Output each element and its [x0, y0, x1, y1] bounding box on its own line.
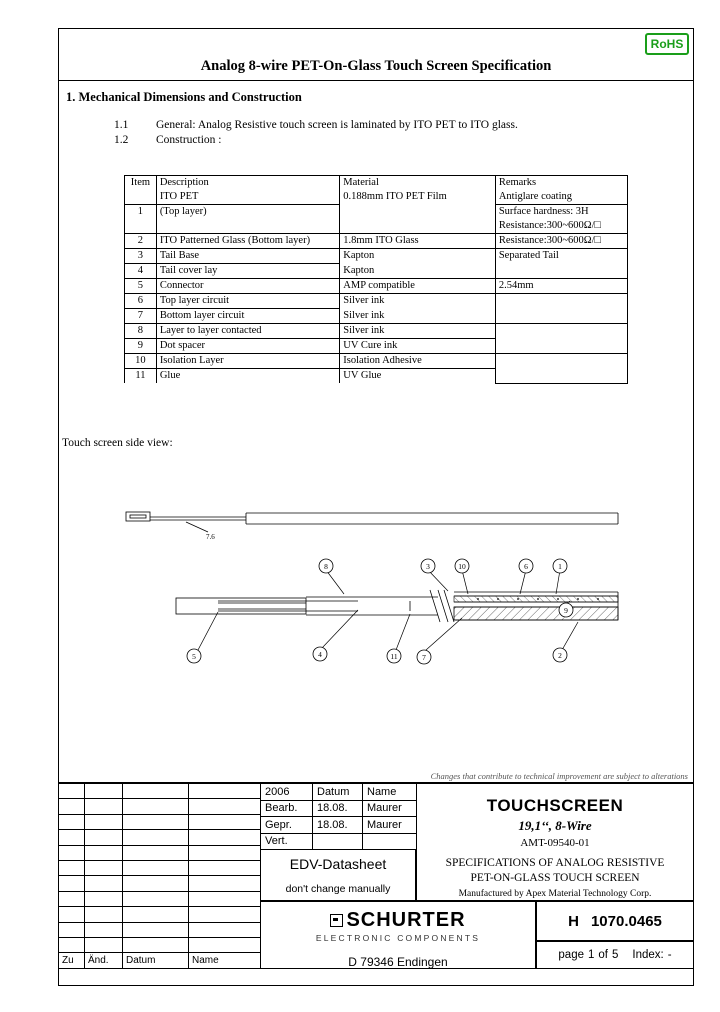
bearb-name: Maurer — [363, 800, 417, 817]
page-number-block — [536, 941, 694, 969]
rev-cell-datum[interactable] — [123, 799, 189, 814]
revision-row — [59, 814, 261, 829]
approval-row-vert — [261, 833, 417, 850]
cell-item: 6 — [125, 294, 157, 309]
header-description: Description — [156, 176, 339, 191]
cell-remarks — [495, 354, 627, 384]
rohs-label: RoHS — [650, 37, 684, 51]
rev-header-and: Änd. — [85, 953, 123, 968]
callout-4 — [313, 647, 327, 661]
cell-item: 11 — [125, 369, 157, 384]
revision-row — [59, 845, 261, 860]
cell-material: Isolation Adhesive — [340, 354, 496, 369]
rev-cell-zu[interactable] — [59, 937, 85, 952]
rev-cell-zu[interactable] — [59, 922, 85, 937]
cell-item — [125, 219, 157, 234]
page-total: 5 — [612, 949, 619, 961]
bearb-label: Bearb. — [261, 800, 313, 817]
cell-description: Bottom layer circuit — [156, 309, 339, 324]
item-1-1-number: 1.1 — [114, 119, 129, 131]
rev-cell-zu[interactable] — [59, 814, 85, 829]
table-row — [125, 190, 628, 205]
svg-text:7: 7 — [422, 653, 426, 662]
gepr-date: 18.08. — [313, 817, 363, 834]
spec-line-2: PET-ON-GLASS TOUCH SCREEN — [470, 872, 640, 884]
rev-cell-datum[interactable] — [123, 907, 189, 922]
rev-cell-and[interactable] — [85, 814, 123, 829]
rev-cell-name[interactable] — [189, 799, 261, 814]
rev-cell-datum[interactable] — [123, 814, 189, 829]
revision-row — [59, 876, 261, 891]
document-number-block — [536, 901, 694, 941]
cell-description: Tail cover lay — [156, 264, 339, 279]
gepr-label: Gepr. — [261, 817, 313, 834]
rev-cell-name[interactable] — [189, 860, 261, 875]
revision-row — [59, 891, 261, 906]
rev-cell-and[interactable] — [85, 860, 123, 875]
rev-cell-zu[interactable] — [59, 907, 85, 922]
datum-header: Datum — [313, 784, 363, 801]
callout-1 — [553, 559, 567, 573]
callout-3 — [421, 559, 435, 573]
page-of: of — [598, 949, 608, 961]
cell-remarks: Resistance:300~600Ω/□ — [495, 234, 627, 249]
svg-text:11: 11 — [390, 652, 398, 661]
cell-material: Kapton — [340, 264, 496, 279]
drawing-svg — [58, 470, 694, 720]
rev-cell-datum[interactable] — [123, 922, 189, 937]
revision-header-row — [59, 953, 261, 968]
rev-cell-name[interactable] — [189, 784, 261, 799]
gepr-name: Maurer — [363, 817, 417, 834]
approval-row-gepr — [261, 817, 417, 834]
header-item: Item — [125, 176, 157, 191]
company-tagline: ELECTRONIC COMPONENTS — [315, 933, 481, 943]
svg-text:2: 2 — [558, 651, 562, 660]
header-remarks: Remarks — [495, 176, 627, 191]
rev-cell-zu[interactable] — [59, 860, 85, 875]
cell-item: 9 — [125, 339, 157, 354]
svg-text:9: 9 — [564, 606, 568, 615]
cell-material: Kapton — [340, 249, 496, 264]
cell-material: UV Cure ink — [340, 339, 496, 354]
cell-item: 7 — [125, 309, 157, 324]
callout-7 — [417, 650, 431, 664]
callout-6 — [519, 559, 533, 573]
rev-cell-name[interactable] — [189, 845, 261, 860]
rev-cell-datum[interactable] — [123, 937, 189, 952]
item-1-2-number: 1.2 — [114, 134, 129, 146]
cell-description: ITO PET — [156, 190, 339, 205]
approval-row-year — [261, 784, 417, 801]
cell-description: Tail Base — [156, 249, 339, 264]
edv-datasheet-block — [260, 849, 416, 901]
cell-item: 8 — [125, 324, 157, 339]
rev-header-name: Name — [189, 953, 261, 968]
doc-number: 1070.0465 — [590, 912, 662, 930]
callout-10 — [455, 559, 469, 573]
revision-row — [59, 784, 261, 799]
manufacturer-note: Manufactured by Apex Material Technology Corp. — [458, 889, 652, 899]
cell-description: Layer to layer contacted — [156, 324, 339, 339]
rev-cell-zu[interactable] — [59, 799, 85, 814]
title-divider — [58, 80, 694, 81]
item-1-1-text: General: Analog Resistive touch screen is laminated by ITO PET to ITO glass. — [156, 119, 518, 131]
vert-label: Vert. — [261, 833, 313, 850]
vert-date — [313, 833, 363, 850]
cell-material: 1.8mm ITO Glass — [340, 234, 496, 249]
schurter-mark-icon — [330, 914, 343, 927]
rev-cell-name[interactable] — [189, 830, 261, 845]
cell-item: 5 — [125, 279, 157, 294]
rev-cell-datum[interactable] — [123, 891, 189, 906]
cell-remarks: 2.54mm — [495, 279, 627, 294]
spec-line-1: SPECIFICATIONS OF ANALOG RESISTIVE — [445, 857, 665, 869]
revision-row — [59, 907, 261, 922]
rev-cell-name[interactable] — [189, 876, 261, 891]
rev-cell-and[interactable] — [85, 907, 123, 922]
header-material: Material — [340, 176, 496, 191]
rev-cell-and[interactable] — [85, 784, 123, 799]
rev-cell-name[interactable] — [189, 814, 261, 829]
approval-row-bearb — [261, 800, 417, 817]
rev-cell-datum[interactable] — [123, 876, 189, 891]
rev-cell-zu[interactable] — [59, 876, 85, 891]
technical-drawing — [58, 470, 694, 720]
doc-letter: H — [568, 912, 579, 930]
construction-table — [124, 175, 628, 384]
rev-cell-datum[interactable] — [123, 830, 189, 845]
svg-text:10: 10 — [458, 562, 466, 571]
rev-cell-and[interactable] — [85, 830, 123, 845]
cell-item: 2 — [125, 234, 157, 249]
cell-material: Silver ink — [340, 309, 496, 324]
svg-text:5: 5 — [192, 652, 196, 661]
rev-cell-and[interactable] — [85, 845, 123, 860]
rev-cell-and[interactable] — [85, 876, 123, 891]
cell-remarks: Antiglare coating — [495, 190, 627, 205]
cell-remarks-3: Resistance:300~600Ω/□ — [495, 219, 627, 234]
cell-description: ITO Patterned Glass (Bottom layer) — [156, 234, 339, 249]
cell-item: 3 — [125, 249, 157, 264]
rev-cell-and[interactable] — [85, 799, 123, 814]
rohs-stamp — [645, 33, 689, 55]
cell-remarks: Separated Tail — [495, 249, 627, 279]
company-block — [260, 901, 536, 969]
callout-11 — [387, 649, 401, 663]
name-header: Name — [363, 784, 417, 801]
product-code: AMT-09540-01 — [520, 837, 590, 849]
vert-name — [363, 833, 417, 850]
page-current: 1 — [588, 949, 595, 961]
rev-cell-zu[interactable] — [59, 891, 85, 906]
cell-material: AMP compatible — [340, 279, 496, 294]
callout-5 — [187, 649, 201, 663]
cell-remarks-2: Surface hardness: 3H — [495, 205, 627, 220]
sideview-label: Touch screen side view: — [62, 437, 173, 449]
table-row — [125, 249, 628, 264]
cell-description-2: (Top layer) — [156, 205, 339, 220]
edv-title: EDV-Datasheet — [289, 856, 387, 872]
changes-note: Changes that contribute to technical improvement are subject to alterations — [430, 771, 688, 781]
product-size: 19,1‘‘, 8-Wire — [518, 818, 592, 833]
title-block — [58, 771, 694, 986]
rev-cell-name[interactable] — [189, 891, 261, 906]
dimension-label: 7.6 — [206, 533, 215, 541]
company-name: SCHURTER — [346, 909, 466, 931]
cell-description: Top layer circuit — [156, 294, 339, 309]
rev-cell-datum[interactable] — [123, 784, 189, 799]
svg-text:8: 8 — [324, 562, 328, 571]
table-row — [125, 234, 628, 249]
page-title: Analog 8-wire PET-On-Glass Touch Screen Specification — [200, 58, 552, 74]
product-name: TOUCHSCREEN — [486, 796, 624, 815]
callout-9 — [559, 603, 573, 617]
rev-header-zu: Zu — [59, 953, 85, 968]
rev-cell-datum[interactable] — [123, 860, 189, 875]
rev-cell-zu[interactable] — [59, 784, 85, 799]
cell-description: Dot spacer — [156, 339, 339, 354]
revision-row — [59, 799, 261, 814]
table-header-row — [125, 176, 628, 191]
cell-description: Glue — [156, 369, 339, 384]
rev-cell-zu[interactable] — [59, 830, 85, 845]
rev-cell-datum[interactable] — [123, 845, 189, 860]
cell-remarks — [495, 294, 627, 324]
company-logo — [261, 909, 535, 932]
callout-8 — [319, 559, 333, 573]
rev-cell-name[interactable] — [189, 907, 261, 922]
table-row — [125, 279, 628, 294]
revision-row — [59, 830, 261, 845]
table-row — [125, 324, 628, 339]
approval-table — [260, 783, 417, 850]
edv-subtitle: don't change manually — [285, 883, 391, 895]
rev-cell-and[interactable] — [85, 922, 123, 937]
cell-item: 4 — [125, 264, 157, 279]
svg-text:6: 6 — [524, 562, 528, 571]
cell-description-3 — [156, 219, 339, 234]
section-heading-mechanical: 1. Mechanical Dimensions and Construction — [66, 90, 302, 104]
rev-header-datum: Datum — [123, 953, 189, 968]
item-1-2-text: Construction : — [156, 134, 222, 146]
cell-item: 1 — [125, 205, 157, 220]
cell-description: Connector — [156, 279, 339, 294]
revision-row — [59, 922, 261, 937]
cell-description: Isolation Layer — [156, 354, 339, 369]
product-info-block — [416, 783, 694, 901]
table-row — [125, 294, 628, 309]
rev-cell-and[interactable] — [85, 891, 123, 906]
table-row — [125, 354, 628, 369]
callout-2 — [553, 648, 567, 662]
cell-material: 0.188mm ITO PET Film — [340, 190, 496, 234]
bearb-date: 18.08. — [313, 800, 363, 817]
rev-cell-name[interactable] — [189, 922, 261, 937]
svg-text:3: 3 — [426, 562, 430, 571]
rev-cell-name[interactable] — [189, 937, 261, 952]
svg-text:1: 1 — [558, 562, 562, 571]
year-cell: 2006 — [261, 784, 313, 801]
cell-item: 10 — [125, 354, 157, 369]
page-prefix: page — [558, 949, 584, 961]
cell-material: Silver ink — [340, 324, 496, 339]
cell-item — [125, 190, 157, 205]
svg-text:4: 4 — [318, 650, 322, 659]
revision-row — [59, 860, 261, 875]
index-value: - — [667, 949, 672, 961]
revision-table — [58, 783, 261, 969]
cell-material: Silver ink — [340, 294, 496, 309]
rev-cell-and[interactable] — [85, 937, 123, 952]
cell-material: UV Glue — [340, 369, 496, 384]
index-label: Index: — [632, 949, 664, 961]
rev-cell-zu[interactable] — [59, 845, 85, 860]
company-address: D 79346 Endingen — [348, 955, 448, 969]
cell-remarks — [495, 324, 627, 354]
revision-row — [59, 937, 261, 952]
